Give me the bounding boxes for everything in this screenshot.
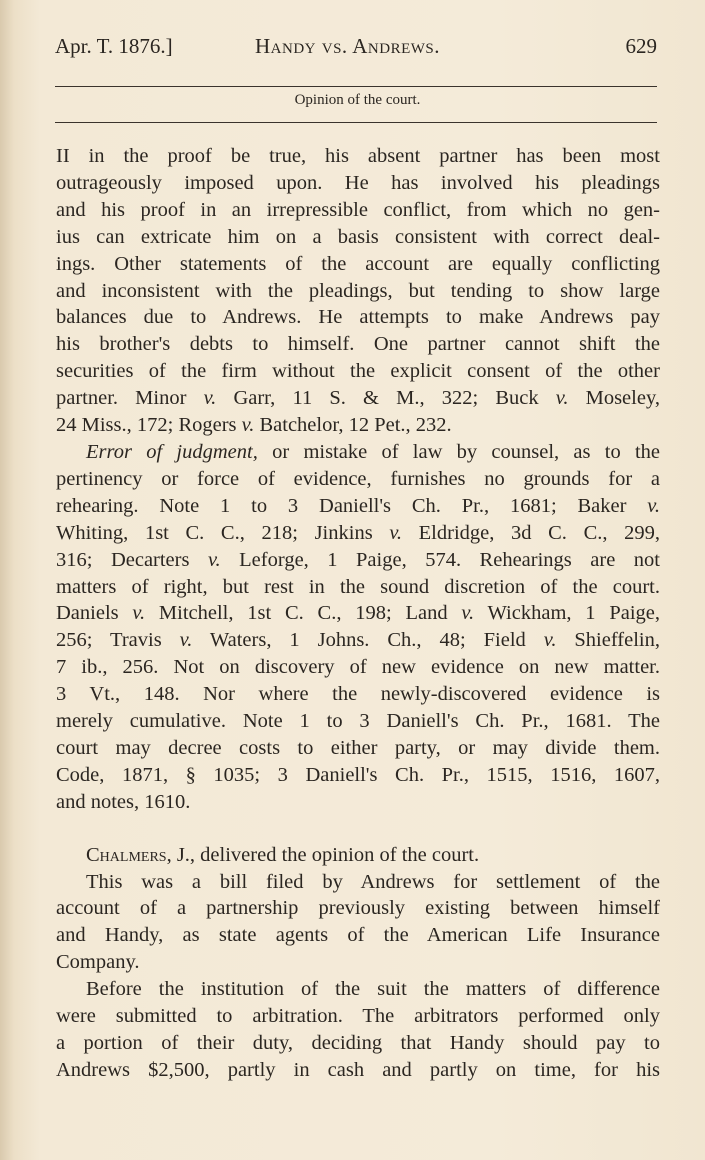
text-line [56,278,660,305]
text-line [56,224,660,251]
text-line [56,197,660,224]
text-segment: and notes, 1610. [56,790,191,813]
text-line [56,574,660,601]
text-segment: or mistake of law by counsel, as to the [257,440,661,463]
text-segment: Company. [56,951,140,974]
paragraph-gap [56,816,660,842]
text-line [56,735,660,762]
paragraph [56,143,660,439]
text-segment: This was a bill filed by Andrews for settlement of the [86,870,660,893]
text-line [56,251,660,278]
text-line [56,949,660,976]
italic-text: v. [543,629,557,652]
text-line [56,681,660,708]
italic-text: v. [461,602,475,625]
text-line [56,358,660,385]
text-line [56,304,660,331]
text-segment: 3 Vt., 148. Nor where the newly-discovered evidence is [56,683,660,706]
text-segment: were submitted to arbitration. The arbitrators performed only [56,1005,660,1028]
italic-text: v. [132,602,146,625]
text-segment: Shieffelin, [556,629,660,652]
text-segment: 24 Miss., 172; Rogers [56,414,242,437]
header-rule-bottom [55,122,657,123]
text-line [56,547,660,574]
text-segment: Waters, 1 Johns. Ch., 48; Field [192,629,544,652]
header-rule-top [55,86,657,87]
text-segment: Before the institution of the suit the matters of difference [86,978,660,1001]
running-head-title: Handy vs. Andrews. [254,34,440,58]
italic-text: v. [207,548,221,571]
text-segment: rehearing. Note 1 to 3 Daniell's Ch. Pr., 1681; Baker [56,494,648,517]
paragraph [56,439,660,816]
italic-text: v. [647,494,660,517]
text-line [56,385,660,412]
text-line [56,895,660,922]
text-line [56,842,660,869]
section-heading: Opinion of the court. [294,92,421,108]
text-segment: Chalmers [86,843,167,866]
text-line [56,1003,660,1030]
text-segment: Daniels [56,602,133,625]
text-segment: court may decree costs to either party, or may divide them. [56,736,660,759]
text-line [56,466,660,493]
page-number: 629 [625,34,657,58]
text-line [56,600,660,627]
text-segment: Batchelor, 12 Pet., 232. [254,414,452,437]
text-line [56,520,660,547]
text-line [56,869,660,896]
text-segment: outrageously imposed upon. He has involved his pleadings [56,171,660,194]
text-line [56,1030,660,1057]
text-segment: merely cumulative. Note 1 to 3 Daniell's Ch. Pr., 1681. The [56,710,660,733]
paragraph [56,869,660,977]
text-line [56,789,660,816]
text-line [56,412,660,439]
text-segment: balances due to Andrews. He attempts to make Andrews pay [56,306,660,329]
text-line [56,1057,660,1084]
text-line [56,170,660,197]
text-segment: Leforge, 1 Paige, 574. Rehearings are not [220,548,660,571]
text-segment: , J., delivered the opinion of the court. [166,843,480,866]
text-segment: securities of the firm without the explicit consent of the other [56,360,660,383]
italic-text: Error of judgment, [86,440,258,463]
text-line [56,143,660,170]
text-segment: Code, 1871, § 1035; 3 Daniell's Ch. Pr., 1515, 1516, 1607, [56,763,660,786]
text-line [56,654,660,681]
text-segment: Garr, 11 S. & M., 322; Buck [216,387,556,410]
running-head-term: Apr. T. 1876.] [55,34,173,58]
text-line [56,762,660,789]
text-line [56,922,660,949]
text-segment: 7 ib., 256. Not on discovery of new evidence on new matter. [56,656,660,679]
text-line [56,976,660,1003]
text-segment: and Handy, as state agents of the American Life Insurance [56,924,660,947]
text-segment: ius can extricate him on a basis consistent with correct deal- [56,225,660,248]
text-segment: and his proof in an irrepressible conflict, from which no gen- [56,198,660,221]
text-segment: Wickham, 1 Paige, [474,602,661,625]
text-line [56,331,660,358]
italic-text: v. [179,629,193,652]
text-segment: matters of right, but rest in the sound discretion of the court. [56,575,660,598]
text-segment: and inconsistent with the pleadings, but tending to show large [56,279,660,302]
text-segment: 316; Decarters [56,548,208,571]
text-segment: II in the proof be true, his absent partner has been most [56,145,660,167]
text-segment: his brother's debts to himself. One partner cannot shift the [56,333,660,356]
text-segment: a portion of their duty, deciding that Handy should pay to [56,1032,660,1054]
text-segment: Whiting, 1st C. C., 218; Jinkins [56,521,390,544]
text-segment: Moseley, [568,387,660,410]
text-line [56,627,660,654]
text-segment: partner. Minor [56,387,204,410]
text-segment: 256; Travis [56,629,180,652]
body-text [56,143,660,1084]
italic-text: v. [389,521,403,544]
italic-text: v. [555,387,569,410]
text-segment: Eldridge, 3d C. C., 299, [402,521,661,544]
paragraph [56,842,660,869]
italic-text: v. [241,414,255,437]
text-segment: Andrews $2,500, partly in cash and partly on time, for his [56,1058,660,1081]
text-segment: pertinency or force of evidence, furnishes no grounds for a [56,467,660,490]
text-segment: ings. Other statements of the account are equally conflicting [56,252,660,275]
text-line [56,493,660,520]
italic-text: v. [203,387,217,410]
paragraph [56,976,660,1084]
text-line [56,708,660,735]
text-line [56,439,660,466]
text-segment: account of a partnership previously existing between himself [56,897,660,920]
text-segment: Mitchell, 1st C. C., 198; Land [145,602,462,625]
